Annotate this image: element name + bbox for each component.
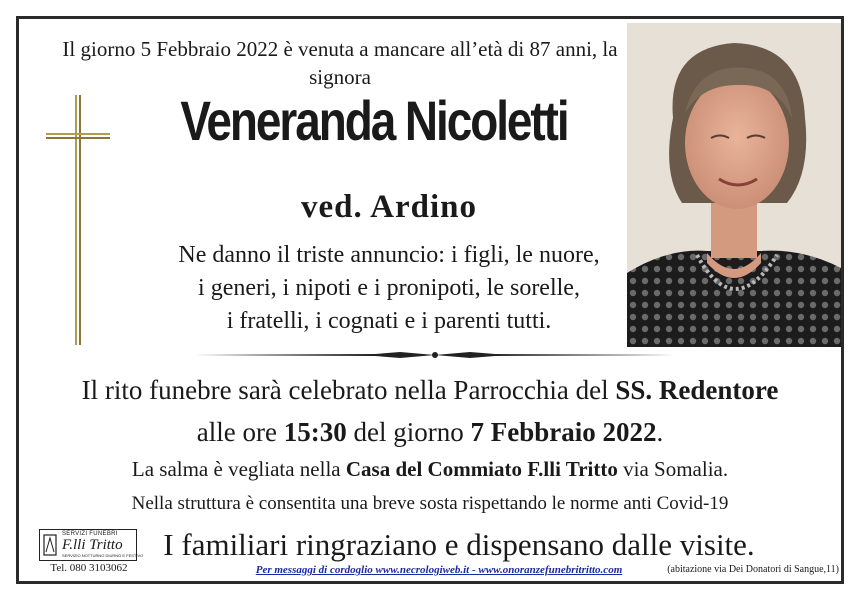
funeral-date: 7 Febbraio 2022 (470, 417, 657, 447)
widow-of: ved. Ardino (300, 189, 478, 225)
wake-prefix: La salma è vegliata nella (131, 457, 346, 481)
necrologiweb-link[interactable]: www.necrologiweb.it (375, 564, 470, 576)
portrait-photo (627, 23, 841, 347)
covid-note: Nella struttura è consentita una breve sosta rispettando le norme anti Covid-19 (131, 493, 729, 514)
thanks-line: I familiari ringraziano e dispensano dalle visite. (163, 527, 755, 562)
onoranze-link[interactable]: www.onoranzefunebritritto.com (478, 564, 623, 576)
announcement (89, 239, 689, 338)
announcement-line: i generi, i nipoti e i pronipoti, le sorelle, (198, 275, 580, 301)
notice-frame (16, 16, 844, 584)
links-prefix: Per messaggi di cordoglio (255, 564, 376, 576)
wake-suffix: via Somalia. (617, 457, 729, 481)
logo-sub-text: SERVIZIO NOTTURNO DIURNO E FESTIVO (62, 553, 144, 558)
logo-emblem-icon (43, 534, 57, 556)
funeral-home-name: Casa del Commiato F.lli Tritto (345, 457, 618, 481)
deceased-name: Veneranda Nicoletti (180, 89, 568, 152)
rite-text: Il rito funebre sarà celebrato nella Parrocchia del (81, 375, 616, 405)
funeral-time-line (29, 413, 831, 451)
links-separator: - (469, 564, 479, 576)
phone-number: Tel. 080 3103062 (50, 562, 128, 574)
announcement-line: i fratelli, i cognati e i parenti tutti. (226, 308, 552, 334)
condolence-links (209, 563, 669, 577)
announcement-line: Ne danno il triste annuncio: i figli, le nuore, (178, 242, 600, 268)
funeral-home-logo (39, 529, 144, 561)
church-name: SS. Redentore (615, 375, 779, 405)
logo-brand-text: F.lli Tritto (62, 537, 123, 553)
time-mid: del giorno (346, 417, 471, 447)
wake-line (29, 455, 831, 483)
ornament-divider (195, 349, 675, 361)
intro-text: Il giorno 5 Febbraio 2022 è venuta a mancare all’età di 87 anni, la signora (62, 37, 618, 89)
time-prefix: alle ore (196, 417, 284, 447)
logo-top-text: SERVIZI FUNEBRI (62, 531, 118, 537)
funeral-rite-line (29, 371, 831, 409)
funeral-time: 15:30 (283, 417, 347, 447)
time-suffix: . (656, 417, 664, 447)
residence-note: (abitazione via Dei Donatori di Sangue,11) (667, 564, 839, 575)
